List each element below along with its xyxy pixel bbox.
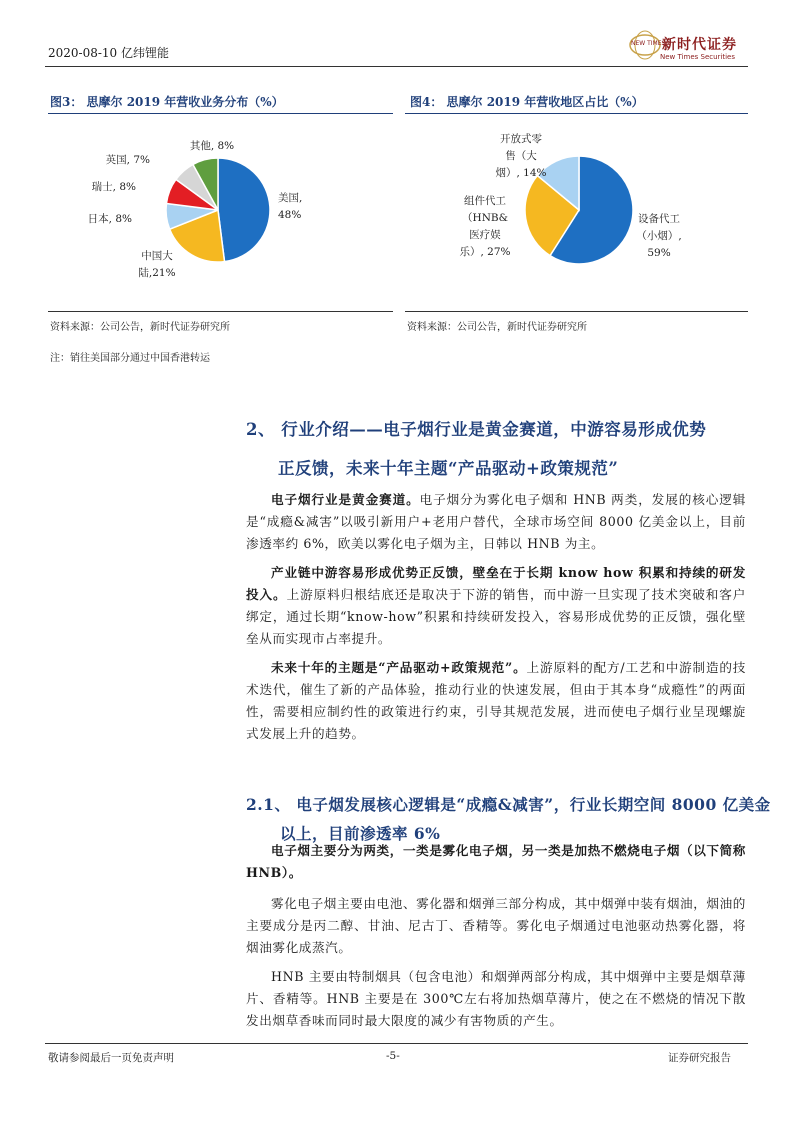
section2-p2-body: 上游原料归根结底还是取决于下游的销售，而中游一旦实现了技术突破和客户绑定，通过长期“know-how”积累和持续研发投入，容易形成优势的正反馈，强化壁垒从而实现市占率提升。 bbox=[246, 587, 746, 646]
figure3-title: 图3： 思摩尔 2019 年营收业务分布（%） bbox=[50, 95, 284, 109]
section2-p3-lead: 未来十年的主题是“产品驱动+政策规范”。 bbox=[271, 660, 527, 675]
figure3-source-rule bbox=[48, 311, 393, 312]
section21-heading-line2: 以上，目前渗透率 6% bbox=[280, 824, 441, 843]
section2-paragraph-3 bbox=[246, 657, 746, 745]
footer-rule bbox=[45, 1043, 748, 1044]
figure3-title-rule bbox=[48, 113, 393, 114]
figure4-title: 图4： 思摩尔 2019 年营收地区占比（%） bbox=[410, 95, 644, 109]
pie-label-2: 开放式零售（大烟）, 14% bbox=[495, 133, 547, 179]
pie-label-2: 日本, 8% bbox=[87, 213, 132, 225]
pie-label-1: 组件代工（HNB&医疗娱乐）, 27% bbox=[459, 195, 511, 258]
section2-paragraph-1 bbox=[246, 489, 746, 555]
section2-heading-line2: 正反馈，未来十年主题“产品驱动+政策规范” bbox=[278, 459, 619, 478]
pie-label-1: 中国大陆,21% bbox=[138, 250, 176, 279]
header-date-company: 2020-08-10 亿纬锂能 bbox=[48, 46, 170, 60]
pie-label-0: 设备代工（小烟）, 59% bbox=[636, 213, 682, 259]
header-rule bbox=[45, 66, 748, 67]
footer-page-number: -5- bbox=[386, 1050, 400, 1062]
pie-label-0: 美国, 48% bbox=[278, 192, 303, 221]
logo-badge-text: NEW TIMES bbox=[631, 40, 666, 47]
pie-label-3: 瑞士, 8% bbox=[91, 181, 136, 193]
pie-label-5: 其他, 8% bbox=[189, 140, 235, 152]
section21-heading-line1: 2.1、 电子烟发展核心逻辑是“成瘾&减害”，行业长期空间 8000 亿美金 bbox=[246, 795, 771, 814]
section2-p2-lead: 产业链中游容易形成优势正反馈，壁垒在于长期 know how 积累和持续的研发投入。 bbox=[246, 565, 746, 602]
footer-report-type: 证券研究报告 bbox=[668, 1052, 731, 1064]
section2-paragraph-2 bbox=[246, 562, 746, 650]
pie-slice-0 bbox=[218, 158, 270, 262]
figure3-source: 资料来源：公司公告，新时代证券研究所 bbox=[50, 322, 230, 333]
figure-note: 注：销往美国部分通过中国香港转运 bbox=[50, 353, 210, 364]
section2-heading-line1: 2、 行业介绍——电子烟行业是黄金赛道，中游容易形成优势 bbox=[246, 420, 707, 439]
figure4-title-rule bbox=[405, 113, 748, 114]
section21-paragraph-3: HNB 主要由特制烟具（包含电池）和烟弹两部分构成，其中烟弹中主要是烟草薄片、香精等。HNB 主要是在 300℃左右将加热烟草薄片，使之在不燃烧的情况下散发出烟草香味而同时最大限度的减少有害物质的产生。 bbox=[246, 969, 746, 1028]
figure4-source: 资料来源：公司公告，新时代证券研究所 bbox=[407, 322, 587, 333]
logo-english: New Times Securities bbox=[660, 53, 735, 61]
figure4-pie-chart bbox=[405, 118, 748, 308]
section21-paragraph-2: 雾化电子烟主要由电池、雾化器和烟弹三部分构成，其中烟弹中装有烟油，烟油的主要成分是丙二醇、甘油、尼古丁、香精等。雾化电子烟通过电池驱动热雾化器，将烟油雾化成蒸汽。 bbox=[246, 896, 746, 955]
section21-p1-lead: 电子烟主要分为两类，一类是雾化电子烟，另一类是加热不燃烧电子烟（以下简称 HNB）。 bbox=[246, 843, 746, 880]
figure3-pie-chart bbox=[48, 118, 393, 308]
section2-p3-body: 上游原料的配方/工艺和中游制造的技术迭代，催生了新的产品体验，推动行业的快速发展，但由于其本身“成瘾性”的两面性，需要相应制约性的政策进行约束，引导其规范发展，进而使电子烟行业呈现螺旋式发展上升的趋势。 bbox=[246, 660, 746, 741]
section2-p1-body: 电子烟分为雾化电子烟和 HNB 两类，发展的核心逻辑是“成瘾&减害”以吸引新用户+老用户替代，全球市场空间 8000 亿美金以上，目前渗透率约 6%，欧美以雾化电子烟为主，日韩以 HNB 为主。 bbox=[246, 492, 746, 551]
footer-disclaimer: 敬请参阅最后一页免责声明 bbox=[48, 1052, 174, 1064]
section21-paragraph-1 bbox=[246, 840, 746, 884]
figure4-source-rule bbox=[405, 311, 748, 312]
section2-p1-lead: 电子烟行业是黄金赛道。 bbox=[271, 492, 420, 507]
logo-name: 新时代证券 bbox=[662, 37, 737, 53]
pie-label-4: 英国, 7% bbox=[105, 154, 150, 166]
